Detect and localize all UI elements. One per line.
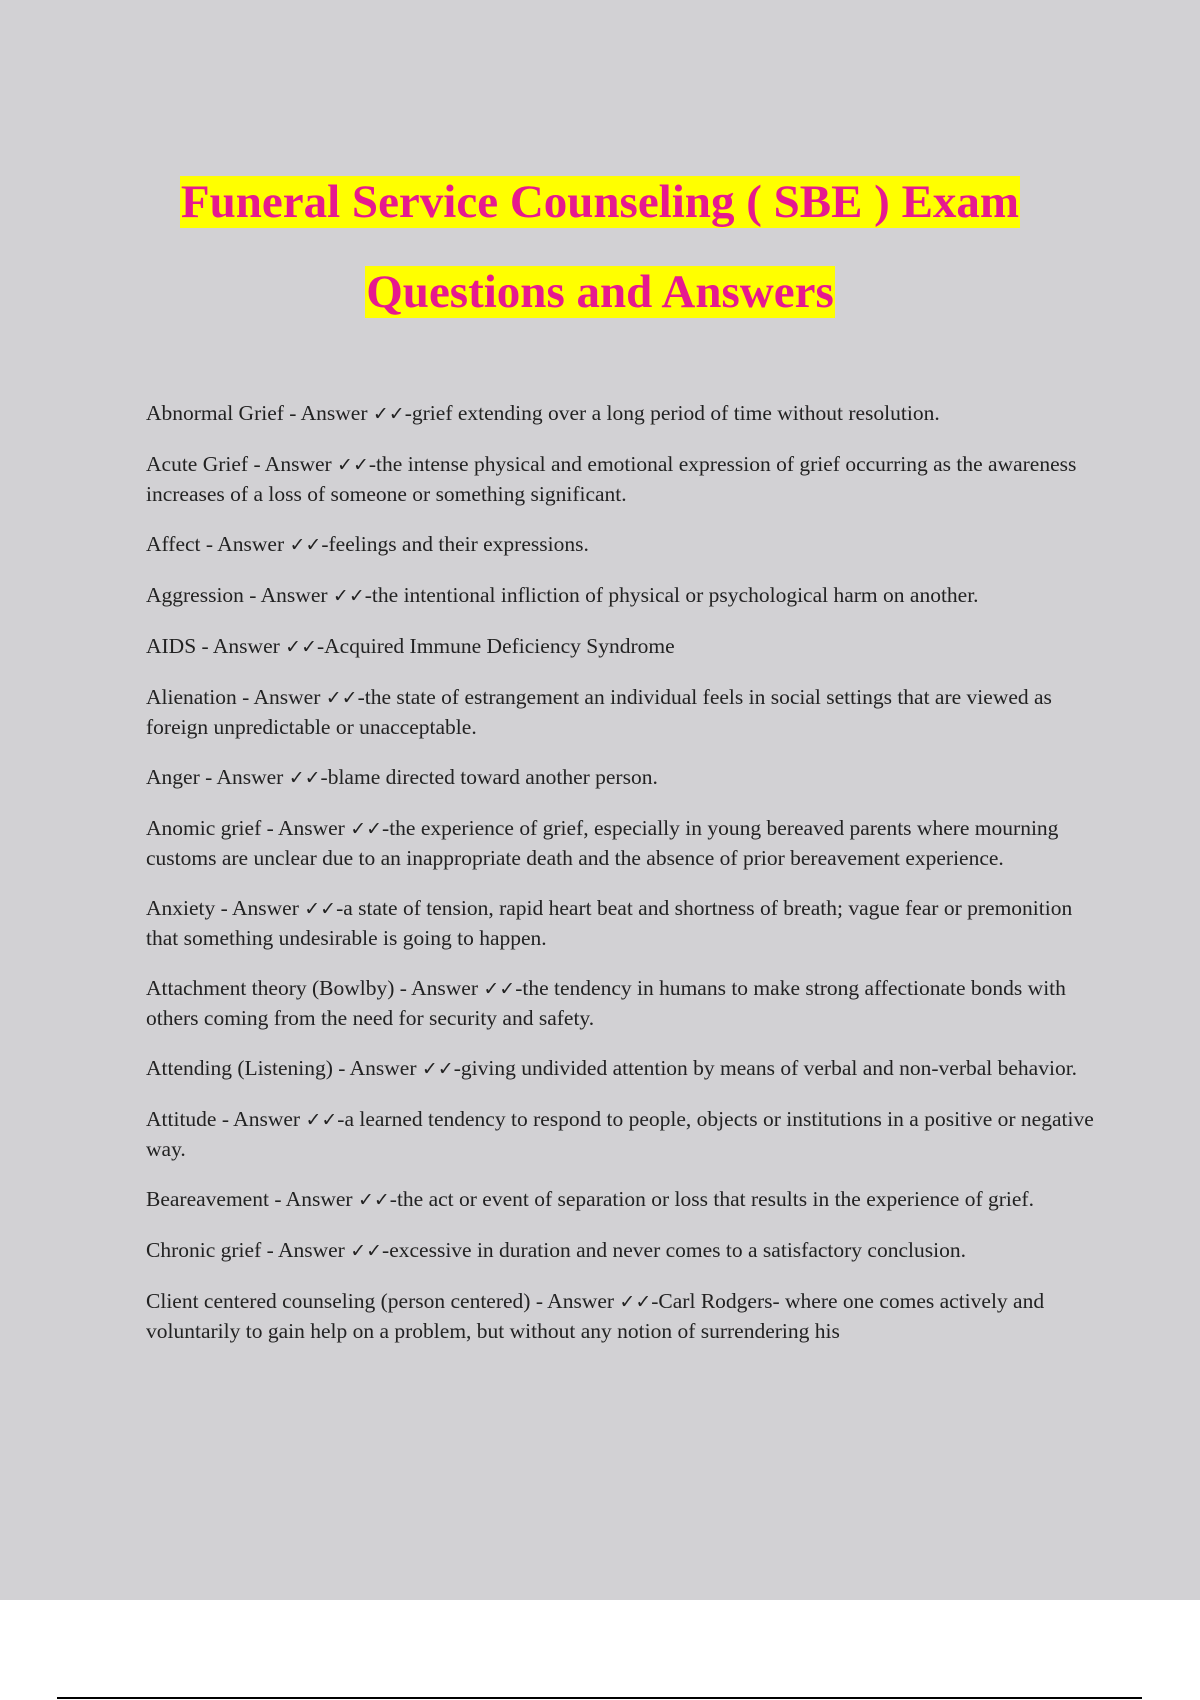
qa-entry — [146, 814, 1096, 873]
entry-term: Alienation - Answer — [146, 685, 326, 709]
qa-entry — [146, 1054, 1096, 1084]
page-footer-area — [0, 1600, 1200, 1700]
double-check-icon: ✓✓ — [325, 687, 358, 709]
qa-entry — [146, 1105, 1096, 1164]
qa-entry — [146, 632, 1096, 662]
double-check-icon: ✓✓ — [304, 898, 337, 920]
qa-entry — [146, 1236, 1096, 1266]
title-text-1: Funeral Service Counseling ( SBE ) Exam — [180, 176, 1020, 228]
double-check-icon: ✓✓ — [332, 585, 365, 607]
title-text-2: Questions and Answers — [366, 266, 834, 318]
double-check-icon: ✓✓ — [350, 1240, 383, 1262]
entry-term: AIDS - Answer — [146, 634, 286, 658]
qa-entry — [146, 530, 1096, 560]
double-check-icon: ✓✓ — [619, 1291, 652, 1313]
entry-definition: -the experience of grief, especially in young bereaved parents where mourning customs are unclear due to an inappropriate death and the absence of prior bereavement experience. — [146, 816, 1059, 870]
entry-term: Attending (Listening) - Answer — [146, 1056, 422, 1080]
qa-entry — [146, 683, 1096, 742]
entry-term: Chronic grief - Answer — [146, 1238, 351, 1262]
double-check-icon: ✓✓ — [289, 534, 322, 556]
double-check-icon: ✓✓ — [372, 403, 405, 425]
entry-definition: -the tendency in humans to make strong affectionate bonds with others coming from the need for security and safety. — [146, 976, 1066, 1030]
footer-divider — [57, 1697, 1142, 1699]
entry-term: Aggression - Answer — [146, 583, 333, 607]
entry-term: Attachment theory (Bowlby) - Answer — [146, 976, 484, 1000]
entry-definition: -the intense physical and emotional expression of grief occurring as the awareness increases of a loss of someone or something significant. — [146, 452, 1077, 506]
entry-term: Beareavement - Answer — [146, 1187, 358, 1211]
title-line-1 — [0, 170, 1200, 260]
entry-definition: -a state of tension, rapid heart beat and shortness of breath; vague fear or premonition that something undesirable is going to happen. — [146, 896, 1073, 950]
entry-term: Anger - Answer — [146, 765, 289, 789]
qa-entry — [146, 894, 1096, 953]
entry-term: Affect - Answer — [146, 532, 290, 556]
entry-term: Abnormal Grief - Answer — [146, 401, 373, 425]
double-check-icon: ✓✓ — [483, 978, 516, 1000]
entry-term: Acute Grief - Answer — [146, 452, 338, 476]
qa-entry — [146, 450, 1096, 509]
double-check-icon: ✓✓ — [357, 1189, 390, 1211]
qa-entry — [146, 581, 1096, 611]
double-check-icon: ✓✓ — [288, 767, 321, 789]
entry-definition: -grief extending over a long period of time without resolution. — [404, 401, 940, 425]
double-check-icon: ✓✓ — [305, 1109, 338, 1131]
page-title — [0, 170, 1200, 350]
entry-definition: -the intentional infliction of physical or psychological harm on another. — [364, 583, 979, 607]
entry-definition: -the act or event of separation or loss that results in the experience of grief. — [389, 1187, 1034, 1211]
entry-term: Client centered counseling (person centered) - Answer — [146, 1289, 620, 1313]
double-check-icon: ✓✓ — [421, 1058, 454, 1080]
entry-term: Anomic grief - Answer — [146, 816, 351, 840]
qa-entry — [146, 1185, 1096, 1215]
entry-definition: -feelings and their expressions. — [321, 532, 589, 556]
double-check-icon: ✓✓ — [350, 818, 383, 840]
entry-definition: -the state of estrangement an individual feels in social settings that are viewed as foreign unpredictable or unacceptable. — [146, 685, 1052, 739]
entry-definition: -blame directed toward another person. — [320, 765, 658, 789]
entry-term: Attitude - Answer — [146, 1107, 306, 1131]
entry-definition: -a learned tendency to respond to people, objects or institutions in a positive or negative way. — [146, 1107, 1094, 1161]
double-check-icon: ✓✓ — [337, 454, 369, 476]
qa-entry — [146, 1287, 1096, 1346]
title-line-2 — [0, 260, 1200, 350]
entry-term: Anxiety - Answer — [146, 896, 305, 920]
double-check-icon: ✓✓ — [285, 636, 317, 658]
qa-entry — [146, 974, 1096, 1033]
entry-definition: -excessive in duration and never comes to a satisfactory conclusion. — [382, 1238, 966, 1262]
qa-list — [146, 399, 1096, 1367]
qa-entry — [146, 763, 1096, 793]
entry-definition: -Acquired Immune Deficiency Syndrome — [317, 634, 675, 658]
entry-definition: -Carl Rodgers- where one comes actively and voluntarily to gain help on a problem, but without any notion of surrendering his — [146, 1289, 1045, 1343]
qa-entry — [146, 399, 1096, 429]
entry-definition: -giving undivided attention by means of verbal and non-verbal behavior. — [453, 1056, 1078, 1080]
